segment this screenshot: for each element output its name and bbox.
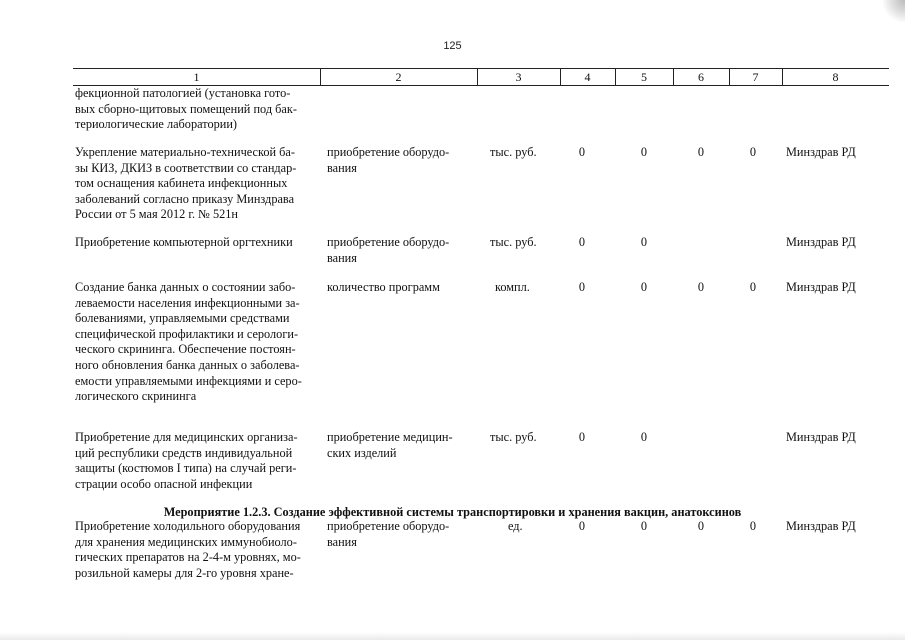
table-header-row xyxy=(73,68,889,86)
header-col-4: 4 xyxy=(584,70,591,84)
row-2-unit: тыс. руб. xyxy=(490,235,537,249)
row-5-value-6: 0 xyxy=(697,519,705,533)
row-5-value-5: 0 xyxy=(640,519,648,533)
scan-artifact-bottom xyxy=(0,632,905,640)
header-col-3: 3 xyxy=(515,70,522,84)
row-1-description: Укрепление материально-технической ба- зы КИЗ, ДКИЗ в соответствии со стандар- том оснащения кабинета инфекционных заболеваний согласно приказу Минздрава России от 5 мая 2012 г. № 521н xyxy=(75,145,297,222)
row-1-indicator: приобретение оборудо- вания xyxy=(327,145,450,175)
row-4-value-4: 0 xyxy=(578,430,586,444)
section-heading: Мероприятие 1.2.3. Создание эффективной системы транспортировки и хранения вакцин, анатоксинов xyxy=(163,505,742,519)
header-col-7: 7 xyxy=(752,70,759,84)
row-2-indicator: приобретение оборудо- вания xyxy=(327,235,450,265)
row-1-value-5: 0 xyxy=(640,145,648,159)
row-1-value-7: 0 xyxy=(749,145,757,159)
row-4-description: Приобретение для медицинских организа- ций республики средств индивидуальной защиты (костюмов I типа) на случай реги- страции особо опасной инфекции xyxy=(75,430,298,491)
row-3-responsible: Минздрав РД xyxy=(786,280,856,294)
row-5-value-7: 0 xyxy=(749,519,757,533)
row-2-value-5: 0 xyxy=(640,235,648,249)
row-3-value-5: 0 xyxy=(640,280,648,294)
header-col-1: 1 xyxy=(193,70,200,84)
header-col-8: 8 xyxy=(832,70,839,84)
row-5-unit: ед. xyxy=(508,519,523,533)
row-3-indicator: количество программ xyxy=(327,280,440,294)
header-col-6: 6 xyxy=(698,70,704,84)
row-4-unit: тыс. руб. xyxy=(490,430,537,444)
row-3-description: Создание банка данных о состоянии забо- леваемости населения инфекционными за- болеваниями, управляемыми средствами специфической профилактики и серологи- ческого скрининга. Обеспечение постоян- ного обновления банка данных о заболева- емости управляемыми инфекциями и серо- логического скрининга xyxy=(75,280,302,404)
page-number: 125 xyxy=(443,40,462,52)
row-4-indicator: приобретение медицин- ских изделий xyxy=(327,430,453,460)
row-2-value-4: 0 xyxy=(578,235,586,249)
row-3-value-6: 0 xyxy=(697,280,705,294)
header-col-2: 2 xyxy=(395,70,402,84)
row-5-indicator: приобретение оборудо- вания xyxy=(327,519,450,549)
row-3-value-4: 0 xyxy=(578,280,586,294)
row-1-unit: тыс. руб. xyxy=(490,145,537,159)
row-1-value-4: 0 xyxy=(578,145,586,159)
row-3-unit: компл. xyxy=(495,280,530,294)
row-2-responsible: Минздрав РД xyxy=(786,235,856,249)
row-1-value-6: 0 xyxy=(697,145,705,159)
row-3-value-7: 0 xyxy=(749,280,757,294)
header-col-5: 5 xyxy=(641,70,647,84)
row-5-responsible: Минздрав РД xyxy=(786,519,856,533)
row-0-description: фекционной патологией (установка гото- вых сборно-щитовых помещений под бак- териологические лаборатории) xyxy=(75,86,297,132)
row-4-responsible: Минздрав РД xyxy=(786,430,856,444)
row-4-value-5: 0 xyxy=(640,430,648,444)
row-2-description: Приобретение компьютерной оргтехники xyxy=(75,235,293,249)
row-1-responsible: Минздрав РД xyxy=(786,145,856,159)
row-5-value-4: 0 xyxy=(578,519,586,533)
scan-artifact-corner xyxy=(883,0,905,22)
row-5-description: Приобретение холодильного оборудования для хранения медицинских иммунобиоло- гических препаратов на 2-4-м уровнях, мо- розильной камеры для 2-го уровня хране- xyxy=(75,519,301,580)
